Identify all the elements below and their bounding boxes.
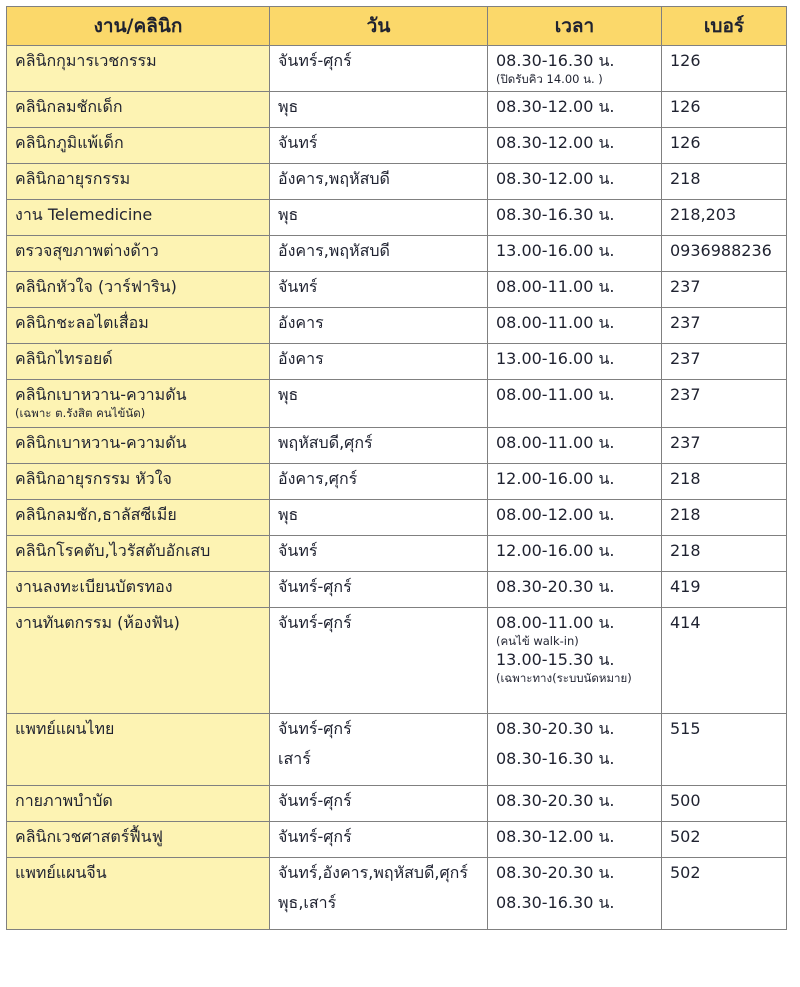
table-row — [7, 786, 787, 822]
day-cell — [270, 380, 488, 428]
clinic-schedule — [6, 6, 787, 930]
ext-number: 419 — [670, 577, 701, 596]
clinic-name: คลินิกโรคตับ,ไวรัสตับอักเสบ — [15, 541, 211, 560]
ext-number: 218 — [670, 469, 701, 488]
ext-cell — [662, 714, 787, 786]
time-cell — [488, 46, 662, 92]
time-text: 08.30-20.30 น. — [496, 863, 615, 882]
clinic-cell — [7, 200, 270, 236]
clinic-cell — [7, 464, 270, 500]
time-cell — [488, 464, 662, 500]
time-cell — [488, 786, 662, 822]
clinic-cell — [7, 46, 270, 92]
time-cell — [488, 308, 662, 344]
time-text: 13.00-16.00 น. — [496, 349, 615, 368]
table-row — [7, 714, 787, 786]
day-text: จันทร์-ศุกร์ — [278, 791, 352, 810]
ext-cell — [662, 500, 787, 536]
clinic-cell — [7, 714, 270, 786]
ext-number: 218 — [670, 505, 701, 524]
ext-cell — [662, 92, 787, 128]
time-cell — [488, 200, 662, 236]
clinic-cell — [7, 428, 270, 464]
day-text: จันทร์-ศุกร์ — [278, 719, 352, 738]
clinic-cell — [7, 858, 270, 930]
time-text: 08.30-12.00 น. — [496, 133, 615, 152]
day-text: พุธ — [278, 97, 299, 116]
clinic-cell — [7, 380, 270, 428]
time-text: 12.00-16.00 น. — [496, 541, 615, 560]
time-cell — [488, 92, 662, 128]
ext-cell — [662, 164, 787, 200]
clinic-name: งาน Telemedicine — [15, 205, 153, 224]
day-cell — [270, 608, 488, 714]
day-cell — [270, 822, 488, 858]
time-cell — [488, 536, 662, 572]
header-ext: เบอร์ — [662, 7, 787, 46]
table-row — [7, 308, 787, 344]
time-cell — [488, 344, 662, 380]
ext-number: 237 — [670, 313, 701, 332]
day-cell — [270, 344, 488, 380]
time-text: 08.30-12.00 น. — [496, 97, 615, 116]
time-text: 12.00-16.00 น. — [496, 469, 615, 488]
header-row — [7, 7, 787, 46]
day-text: พุธ — [278, 505, 299, 524]
day-cell — [270, 92, 488, 128]
table-row — [7, 128, 787, 164]
clinic-name: คลินิกอายุรกรรม หัวใจ — [15, 469, 172, 488]
ext-cell — [662, 46, 787, 92]
time-text: 08.00-11.00 น. — [496, 613, 615, 632]
clinic-name: คลินิกลมชัก,ธาลัสซีเมีย — [15, 505, 177, 524]
day-cell — [270, 500, 488, 536]
day-text: จันทร์ — [278, 541, 318, 560]
table-row — [7, 46, 787, 92]
table-row — [7, 344, 787, 380]
table-row — [7, 236, 787, 272]
clinic-name: คลินิกกุมารเวชกรรม — [15, 51, 157, 70]
day-cell — [270, 464, 488, 500]
day-cell — [270, 200, 488, 236]
clinic-cell — [7, 128, 270, 164]
time-text: 08.00-11.00 น. — [496, 313, 615, 332]
day-cell — [270, 272, 488, 308]
time-text: 08.00-12.00 น. — [496, 505, 615, 524]
ext-number: 218 — [670, 541, 701, 560]
table-row — [7, 272, 787, 308]
time-text: 08.30-20.30 น. — [496, 791, 615, 810]
ext-number: 500 — [670, 791, 701, 810]
clinic-note: (เฉพาะ ต.รังสิต คนไข้นัด) — [15, 406, 146, 420]
day-cell — [270, 428, 488, 464]
day-text: อังคาร,พฤหัสบดี — [278, 241, 390, 260]
ext-cell — [662, 786, 787, 822]
ext-cell — [662, 822, 787, 858]
time-text: 08.00-11.00 น. — [496, 433, 615, 452]
time-text-2: 08.30-16.30 น. — [496, 749, 615, 768]
day-text: จันทร์ — [278, 277, 318, 296]
table-row — [7, 822, 787, 858]
time-text: 08.30-12.00 น. — [496, 169, 615, 188]
table-row — [7, 428, 787, 464]
day-text-2: เสาร์ — [278, 749, 311, 768]
day-cell — [270, 536, 488, 572]
ext-number: 0936988236 — [670, 241, 772, 260]
table-row — [7, 858, 787, 930]
time-text: 08.30-12.00 น. — [496, 827, 615, 846]
day-text: อังคาร,ศุกร์ — [278, 469, 358, 488]
time-cell — [488, 714, 662, 786]
day-text: จันทร์-ศุกร์ — [278, 613, 352, 632]
ext-number: 414 — [670, 613, 701, 632]
ext-number: 126 — [670, 51, 701, 70]
ext-number: 126 — [670, 133, 701, 152]
time-cell — [488, 572, 662, 608]
day-cell — [270, 236, 488, 272]
clinic-cell — [7, 308, 270, 344]
time-text: 08.00-11.00 น. — [496, 277, 615, 296]
ext-number: 218 — [670, 169, 701, 188]
time-cell — [488, 164, 662, 200]
clinic-name: แพทย์แผนไทย — [15, 719, 115, 738]
clinic-name: คลินิกชะลอไตเสื่อม — [15, 313, 149, 332]
ext-cell — [662, 200, 787, 236]
day-text: จันทร์ — [278, 133, 318, 152]
ext-cell — [662, 272, 787, 308]
ext-number: 126 — [670, 97, 701, 116]
table-row — [7, 608, 787, 714]
time-cell — [488, 236, 662, 272]
clinic-name: คลินิกหัวใจ (วาร์ฟาริน) — [15, 277, 177, 296]
ext-number: 502 — [670, 827, 701, 846]
clinic-name: กายภาพบำบัด — [15, 791, 113, 810]
day-cell — [270, 164, 488, 200]
day-text: จันทร์,อังคาร,พฤหัสบดี,ศุกร์ — [278, 863, 468, 882]
ext-cell — [662, 572, 787, 608]
day-text: พุธ — [278, 205, 299, 224]
table-row — [7, 164, 787, 200]
clinic-name: คลินิกภูมิแพ้เด็ก — [15, 133, 124, 152]
time-cell — [488, 500, 662, 536]
clinic-name: คลินิกเวชศาสตร์ฟื้นฟู — [15, 827, 163, 846]
header-clinic: งาน/คลินิก — [7, 7, 270, 46]
day-cell — [270, 786, 488, 822]
table-row — [7, 500, 787, 536]
clinic-name: คลินิกลมชักเด็ก — [15, 97, 123, 116]
clinic-name: คลินิกเบาหวาน-ความดัน — [15, 433, 187, 452]
day-text: พุธ — [278, 385, 299, 404]
ext-number: 237 — [670, 433, 701, 452]
clinic-cell — [7, 344, 270, 380]
time-note: (คนไข้ walk-in) — [496, 634, 579, 648]
clinic-cell — [7, 536, 270, 572]
time-text: 08.30-16.30 น. — [496, 51, 615, 70]
day-cell — [270, 46, 488, 92]
ext-number: 502 — [670, 863, 701, 882]
clinic-name: งานลงทะเบียนบัตรทอง — [15, 577, 173, 596]
table-row — [7, 92, 787, 128]
table-row — [7, 380, 787, 428]
time-cell — [488, 608, 662, 714]
header-day: วัน — [270, 7, 488, 46]
day-text: จันทร์-ศุกร์ — [278, 577, 352, 596]
clinic-name: งานทันตกรรม (ห้องฟัน) — [15, 613, 180, 632]
clinic-cell — [7, 92, 270, 128]
time-note: (ปิดรับคิว 14.00 น. ) — [496, 72, 603, 86]
clinic-name: แพทย์แผนจีน — [15, 863, 107, 882]
time-text: 08.30-20.30 น. — [496, 719, 615, 738]
day-cell — [270, 308, 488, 344]
time-cell — [488, 128, 662, 164]
clinic-cell — [7, 572, 270, 608]
day-text: จันทร์-ศุกร์ — [278, 827, 352, 846]
time-text: 08.30-16.30 น. — [496, 205, 615, 224]
clinic-cell — [7, 500, 270, 536]
ext-cell — [662, 608, 787, 714]
ext-cell — [662, 344, 787, 380]
time-text: 08.00-11.00 น. — [496, 385, 615, 404]
day-cell — [270, 714, 488, 786]
time-cell — [488, 428, 662, 464]
ext-number: 218,203 — [670, 205, 737, 224]
day-text: อังคาร,พฤหัสบดี — [278, 169, 390, 188]
ext-number: 237 — [670, 349, 701, 368]
day-text: อังคาร — [278, 349, 324, 368]
clinic-name: ตรวจสุขภาพต่างด้าว — [15, 241, 159, 260]
clinic-cell — [7, 608, 270, 714]
day-text: พฤหัสบดี,ศุกร์ — [278, 433, 373, 452]
ext-cell — [662, 428, 787, 464]
clinic-cell — [7, 822, 270, 858]
day-text: จันทร์-ศุกร์ — [278, 51, 352, 70]
day-cell — [270, 128, 488, 164]
clinic-name: คลินิกเบาหวาน-ความดัน — [15, 385, 187, 404]
table-row — [7, 200, 787, 236]
time-text-2: 08.30-16.30 น. — [496, 893, 615, 912]
day-cell — [270, 858, 488, 930]
clinic-cell — [7, 164, 270, 200]
ext-cell — [662, 236, 787, 272]
clinic-cell — [7, 236, 270, 272]
day-cell — [270, 572, 488, 608]
time-cell — [488, 272, 662, 308]
table-row — [7, 572, 787, 608]
ext-cell — [662, 858, 787, 930]
time-text: 13.00-16.00 น. — [496, 241, 615, 260]
ext-number: 237 — [670, 385, 701, 404]
clinic-cell — [7, 272, 270, 308]
ext-cell — [662, 308, 787, 344]
time-cell — [488, 822, 662, 858]
time-note-2: (เฉพาะทาง(ระบบนัดหมาย) — [496, 671, 632, 685]
ext-cell — [662, 464, 787, 500]
day-text-2: พุธ,เสาร์ — [278, 893, 337, 912]
time-text: 08.30-20.30 น. — [496, 577, 615, 596]
time-cell — [488, 858, 662, 930]
table-row — [7, 464, 787, 500]
ext-cell — [662, 536, 787, 572]
clinic-name: คลินิกอายุรกรรม — [15, 169, 131, 188]
header-time: เวลา — [488, 7, 662, 46]
time-cell — [488, 380, 662, 428]
ext-cell — [662, 128, 787, 164]
clinic-cell — [7, 786, 270, 822]
table-row — [7, 536, 787, 572]
time-text-2: 13.00-15.30 น. — [496, 650, 615, 669]
ext-number: 515 — [670, 719, 701, 738]
ext-cell — [662, 380, 787, 428]
schedule-table — [6, 6, 787, 930]
clinic-name: คลินิกไทรอยด์ — [15, 349, 113, 368]
ext-number: 237 — [670, 277, 701, 296]
day-text: อังคาร — [278, 313, 324, 332]
